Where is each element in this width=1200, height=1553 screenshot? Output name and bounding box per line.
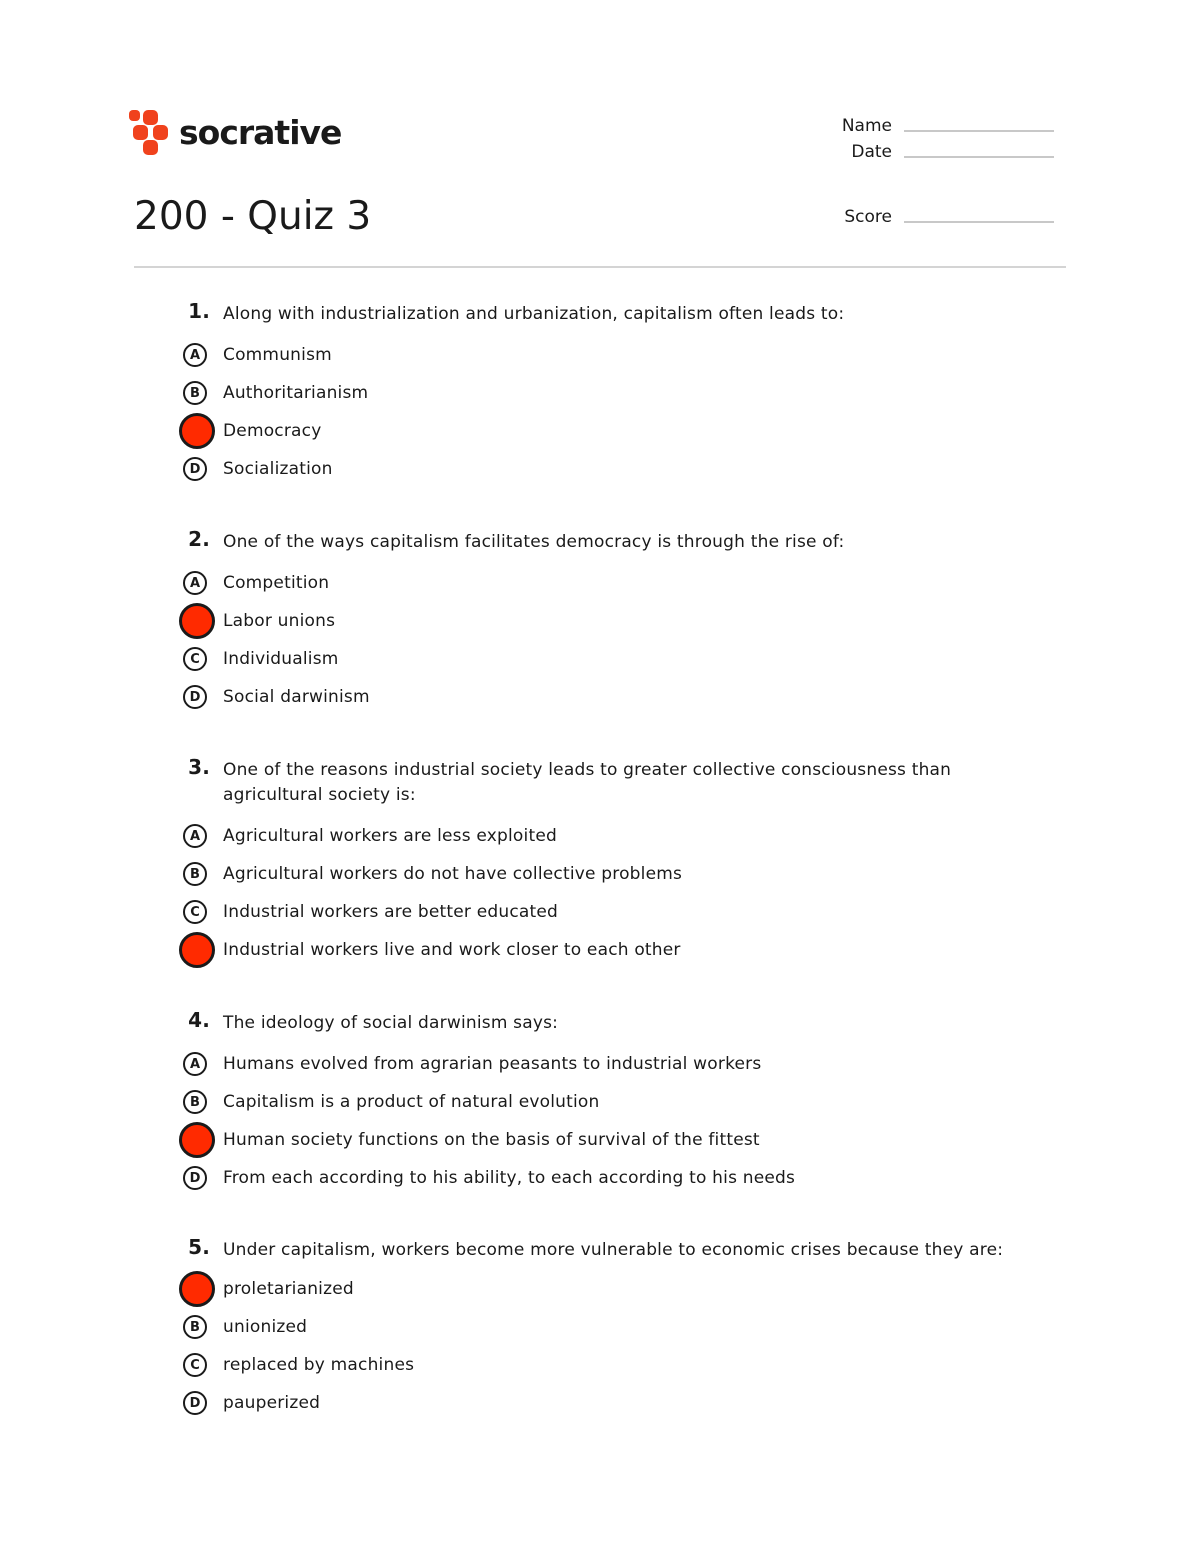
answer-bubble[interactable] — [183, 685, 207, 709]
answer-text: Socialization — [223, 459, 333, 479]
answer-letter: A — [189, 575, 201, 591]
question-text: Under capitalism, workers become more vulnerable to economic crises because they are: — [223, 1240, 1004, 1260]
answer-letter: C — [190, 651, 200, 667]
socrative-logo — [133, 108, 341, 156]
answer-bubble-filled[interactable] — [179, 603, 215, 639]
answer-bubble[interactable] — [183, 1166, 207, 1190]
answer-text: Agricultural workers do not have collective problems — [223, 864, 683, 884]
score-label: Score — [844, 207, 892, 227]
answer-bubble[interactable] — [183, 824, 207, 848]
answer-letter: B — [190, 866, 200, 882]
question-number: 2. — [188, 527, 210, 551]
answer-option[interactable] — [180, 855, 1030, 893]
answer-text: Democracy — [223, 421, 322, 441]
question-number: 3. — [188, 755, 210, 779]
answer-option[interactable] — [180, 640, 1030, 678]
answer-bubble[interactable] — [183, 862, 207, 886]
answer-text: Industrial workers are better educated — [223, 902, 559, 922]
answer-letter: A — [189, 828, 201, 844]
answer-text: Individualism — [223, 649, 339, 669]
answer-text: Competition — [223, 573, 330, 593]
question-text: The ideology of social darwinism says: — [223, 1013, 559, 1033]
question-prompt — [180, 299, 1030, 336]
header-divider — [134, 266, 1066, 268]
answer-letter: C — [190, 904, 200, 920]
answer-letter: B — [190, 385, 200, 401]
answer-text: Industrial workers live and work closer to each other — [223, 940, 681, 960]
answer-letter: A — [189, 347, 201, 363]
answer-bubble[interactable] — [183, 1315, 207, 1339]
answer-bubble[interactable] — [183, 900, 207, 924]
answer-option[interactable] — [180, 374, 1030, 412]
name-label: Name — [841, 116, 892, 136]
answer-option[interactable] — [180, 1346, 1030, 1384]
answer-text: Labor unions — [223, 611, 336, 631]
question-2 — [180, 527, 1030, 716]
answer-option[interactable] — [180, 1083, 1030, 1121]
answer-bubble[interactable] — [183, 1391, 207, 1415]
question-number: 1. — [188, 299, 210, 323]
answer-bubble[interactable] — [183, 571, 207, 595]
answer-text: From each according to his ability, to each according to his needs — [223, 1168, 796, 1188]
date-field[interactable] — [800, 142, 1066, 162]
answer-letter: D — [189, 1395, 201, 1411]
answer-bubble[interactable] — [183, 457, 207, 481]
question-5 — [180, 1235, 1030, 1422]
answer-text: unionized — [223, 1317, 308, 1337]
name-field[interactable] — [800, 116, 1066, 136]
question-number: 5. — [188, 1235, 210, 1259]
answer-text: Humans evolved from agrarian peasants to industrial workers — [223, 1054, 762, 1074]
question-4 — [180, 1008, 1030, 1197]
answer-bubble[interactable] — [183, 1052, 207, 1076]
answer-text: Social darwinism — [223, 687, 370, 707]
question-prompt — [180, 1008, 1030, 1045]
answer-bubble[interactable] — [183, 381, 207, 405]
answer-option[interactable] — [180, 817, 1030, 855]
answer-option[interactable] — [180, 1045, 1030, 1083]
question-prompt — [180, 1235, 1030, 1270]
quiz-title: 200 - Quiz 3 — [134, 194, 372, 239]
answer-option[interactable] — [180, 893, 1030, 931]
answer-letter: B — [190, 1094, 200, 1110]
answer-text: Capitalism is a product of natural evolution — [223, 1092, 600, 1112]
answer-bubble[interactable] — [183, 1353, 207, 1377]
score-underline[interactable] — [904, 220, 1054, 223]
answer-bubble-filled[interactable] — [179, 1122, 215, 1158]
question-number: 4. — [188, 1008, 210, 1032]
answer-option[interactable] — [180, 1384, 1030, 1422]
socrative-logo-icon — [133, 108, 169, 156]
answer-option[interactable] — [180, 412, 1030, 450]
answer-text: Agricultural workers are less exploited — [223, 826, 557, 846]
answer-bubble[interactable] — [183, 647, 207, 671]
answer-bubble[interactable] — [183, 343, 207, 367]
answer-text: Communism — [223, 345, 332, 365]
answer-letter: D — [189, 689, 201, 705]
answer-text: Authoritarianism — [223, 383, 369, 403]
date-underline[interactable] — [904, 155, 1054, 158]
answer-option[interactable] — [180, 931, 1030, 969]
brand-name: socrative — [179, 112, 342, 152]
question-text: One of the reasons industrial society leads to greater collective consciousness than agricultural society is: — [223, 760, 952, 805]
answer-bubble-filled[interactable] — [179, 413, 215, 449]
answer-option[interactable] — [180, 1121, 1030, 1159]
question-prompt — [180, 755, 1030, 817]
score-field[interactable] — [800, 207, 1066, 227]
answer-letter: A — [189, 1056, 201, 1072]
answer-bubble[interactable] — [183, 1090, 207, 1114]
answer-option[interactable] — [180, 1270, 1030, 1308]
question-1 — [180, 299, 1030, 488]
answer-text: pauperized — [223, 1393, 321, 1413]
answer-option[interactable] — [180, 1308, 1030, 1346]
question-3 — [180, 755, 1030, 969]
answer-letter: D — [189, 461, 201, 477]
question-prompt — [180, 527, 1030, 564]
answer-option[interactable] — [180, 678, 1030, 716]
answer-bubble-filled[interactable] — [179, 1271, 215, 1307]
answer-text: proletarianized — [223, 1279, 354, 1299]
answer-text: replaced by machines — [223, 1355, 415, 1375]
question-text: One of the ways capitalism facilitates democracy is through the rise of: — [223, 532, 845, 552]
answer-option[interactable] — [180, 564, 1030, 602]
name-underline[interactable] — [904, 129, 1054, 132]
answer-bubble-filled[interactable] — [179, 932, 215, 968]
question-text: Along with industrialization and urbanization, capitalism often leads to: — [223, 304, 845, 324]
answer-letter: C — [190, 1357, 200, 1373]
answer-option[interactable] — [180, 336, 1030, 374]
answer-text: Human society functions on the basis of survival of the fittest — [223, 1130, 760, 1150]
date-label: Date — [851, 142, 892, 162]
answer-option[interactable] — [180, 1159, 1030, 1197]
answer-letter: B — [190, 1319, 200, 1335]
answer-option[interactable] — [180, 602, 1030, 640]
answer-option[interactable] — [180, 450, 1030, 488]
answer-letter: D — [189, 1170, 201, 1186]
